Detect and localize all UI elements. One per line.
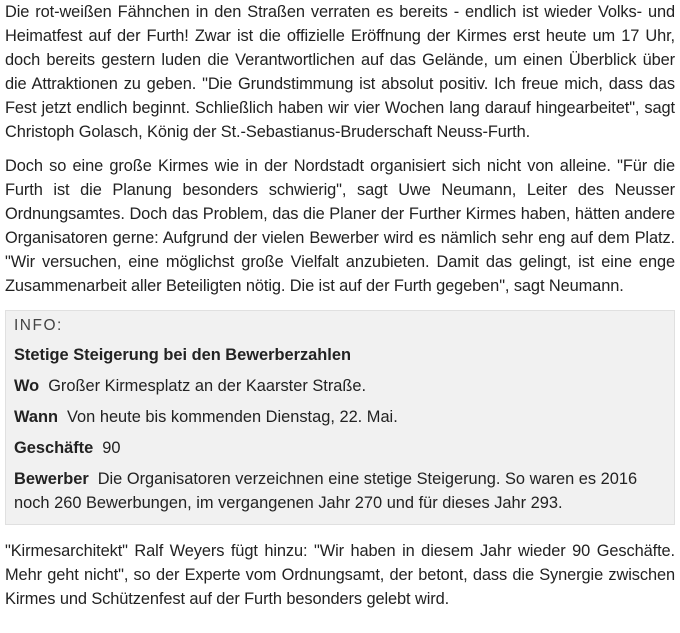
info-box: [5, 310, 675, 525]
info-row-geschaefte: [14, 436, 665, 460]
info-key: Wann: [14, 408, 59, 426]
article-paragraph-3: "Kirmesarchitekt" Ralf Weyers fügt hinzu: "Wir haben in diesem Jahr wieder 90 Geschäfte. Mehr geht nicht", so der Experte vom Ordnungsamt, der betont, dass die Synergie zwischen Kirmes und Schützenfest auf der Furth besonders gelebt wird.: [5, 542, 675, 608]
info-key: Geschäfte: [14, 439, 94, 457]
info-key: Wo: [14, 377, 40, 395]
info-value: Von heute bis kommenden Dienstag, 22. Mai.: [67, 408, 398, 426]
info-value: Großer Kirmesplatz an der Kaarster Straße.: [48, 377, 367, 395]
info-row-wo: [14, 374, 665, 398]
info-key: Bewerber: [14, 470, 89, 488]
info-row-bewerber: [14, 467, 665, 515]
info-value: 90: [102, 439, 121, 457]
article-paragraph-1: Die rot-weißen Fähnchen in den Straßen verraten es bereits - endlich ist wieder Volks- und Heimatfest auf der Furth! Zwar ist die offizielle Eröffnung der Kirmes erst heute um 17 Uhr, doch bereits gestern luden die Verantwortlichen auf das Gelände, um einen Überblick über die Attraktionen zu geben. "Die Grundstimmung ist absolut positiv. Ich freue mich, dass das Fest jetzt endlich beginnt. Schließlich haben wir vier Wochen lang darauf hingearbeitet", sagt Christoph Golasch, König der St.-Sebastianus-Bruderschaft Neuss-Furth.: [5, 3, 675, 141]
info-row-wann: [14, 405, 665, 429]
info-title: Stetige Steigerung bei den Bewerberzahlen: [14, 346, 351, 364]
info-label: INFO:: [14, 317, 63, 334]
article-paragraph-2: Doch so eine große Kirmes wie in der Nordstadt organisiert sich nicht von alleine. "Für die Furth ist die Planung besonders schwierig", sagt Uwe Neumann, Leiter des Neusser Ordnungsamtes. Doch das Problem, das die Planer der Further Kirmes haben, hätten andere Organisatoren gerne: Aufgrund der vielen Bewerber wird es nämlich sehr eng auf dem Platz. "Wir versuchen, eine möglichst große Vielfalt anzubieten. Damit das gelingt, ist eine enge Zusammenarbeit aller Beteiligten nötig. Die ist auf der Furth gegeben", sagt Neumann.: [5, 157, 675, 295]
info-value: Die Organisatoren verzeichnen eine stetige Steigerung. So waren es 2016 noch 260 Bewerbungen, im vergangenen Jahr 270 und für dieses Jahr 293.: [14, 470, 638, 512]
